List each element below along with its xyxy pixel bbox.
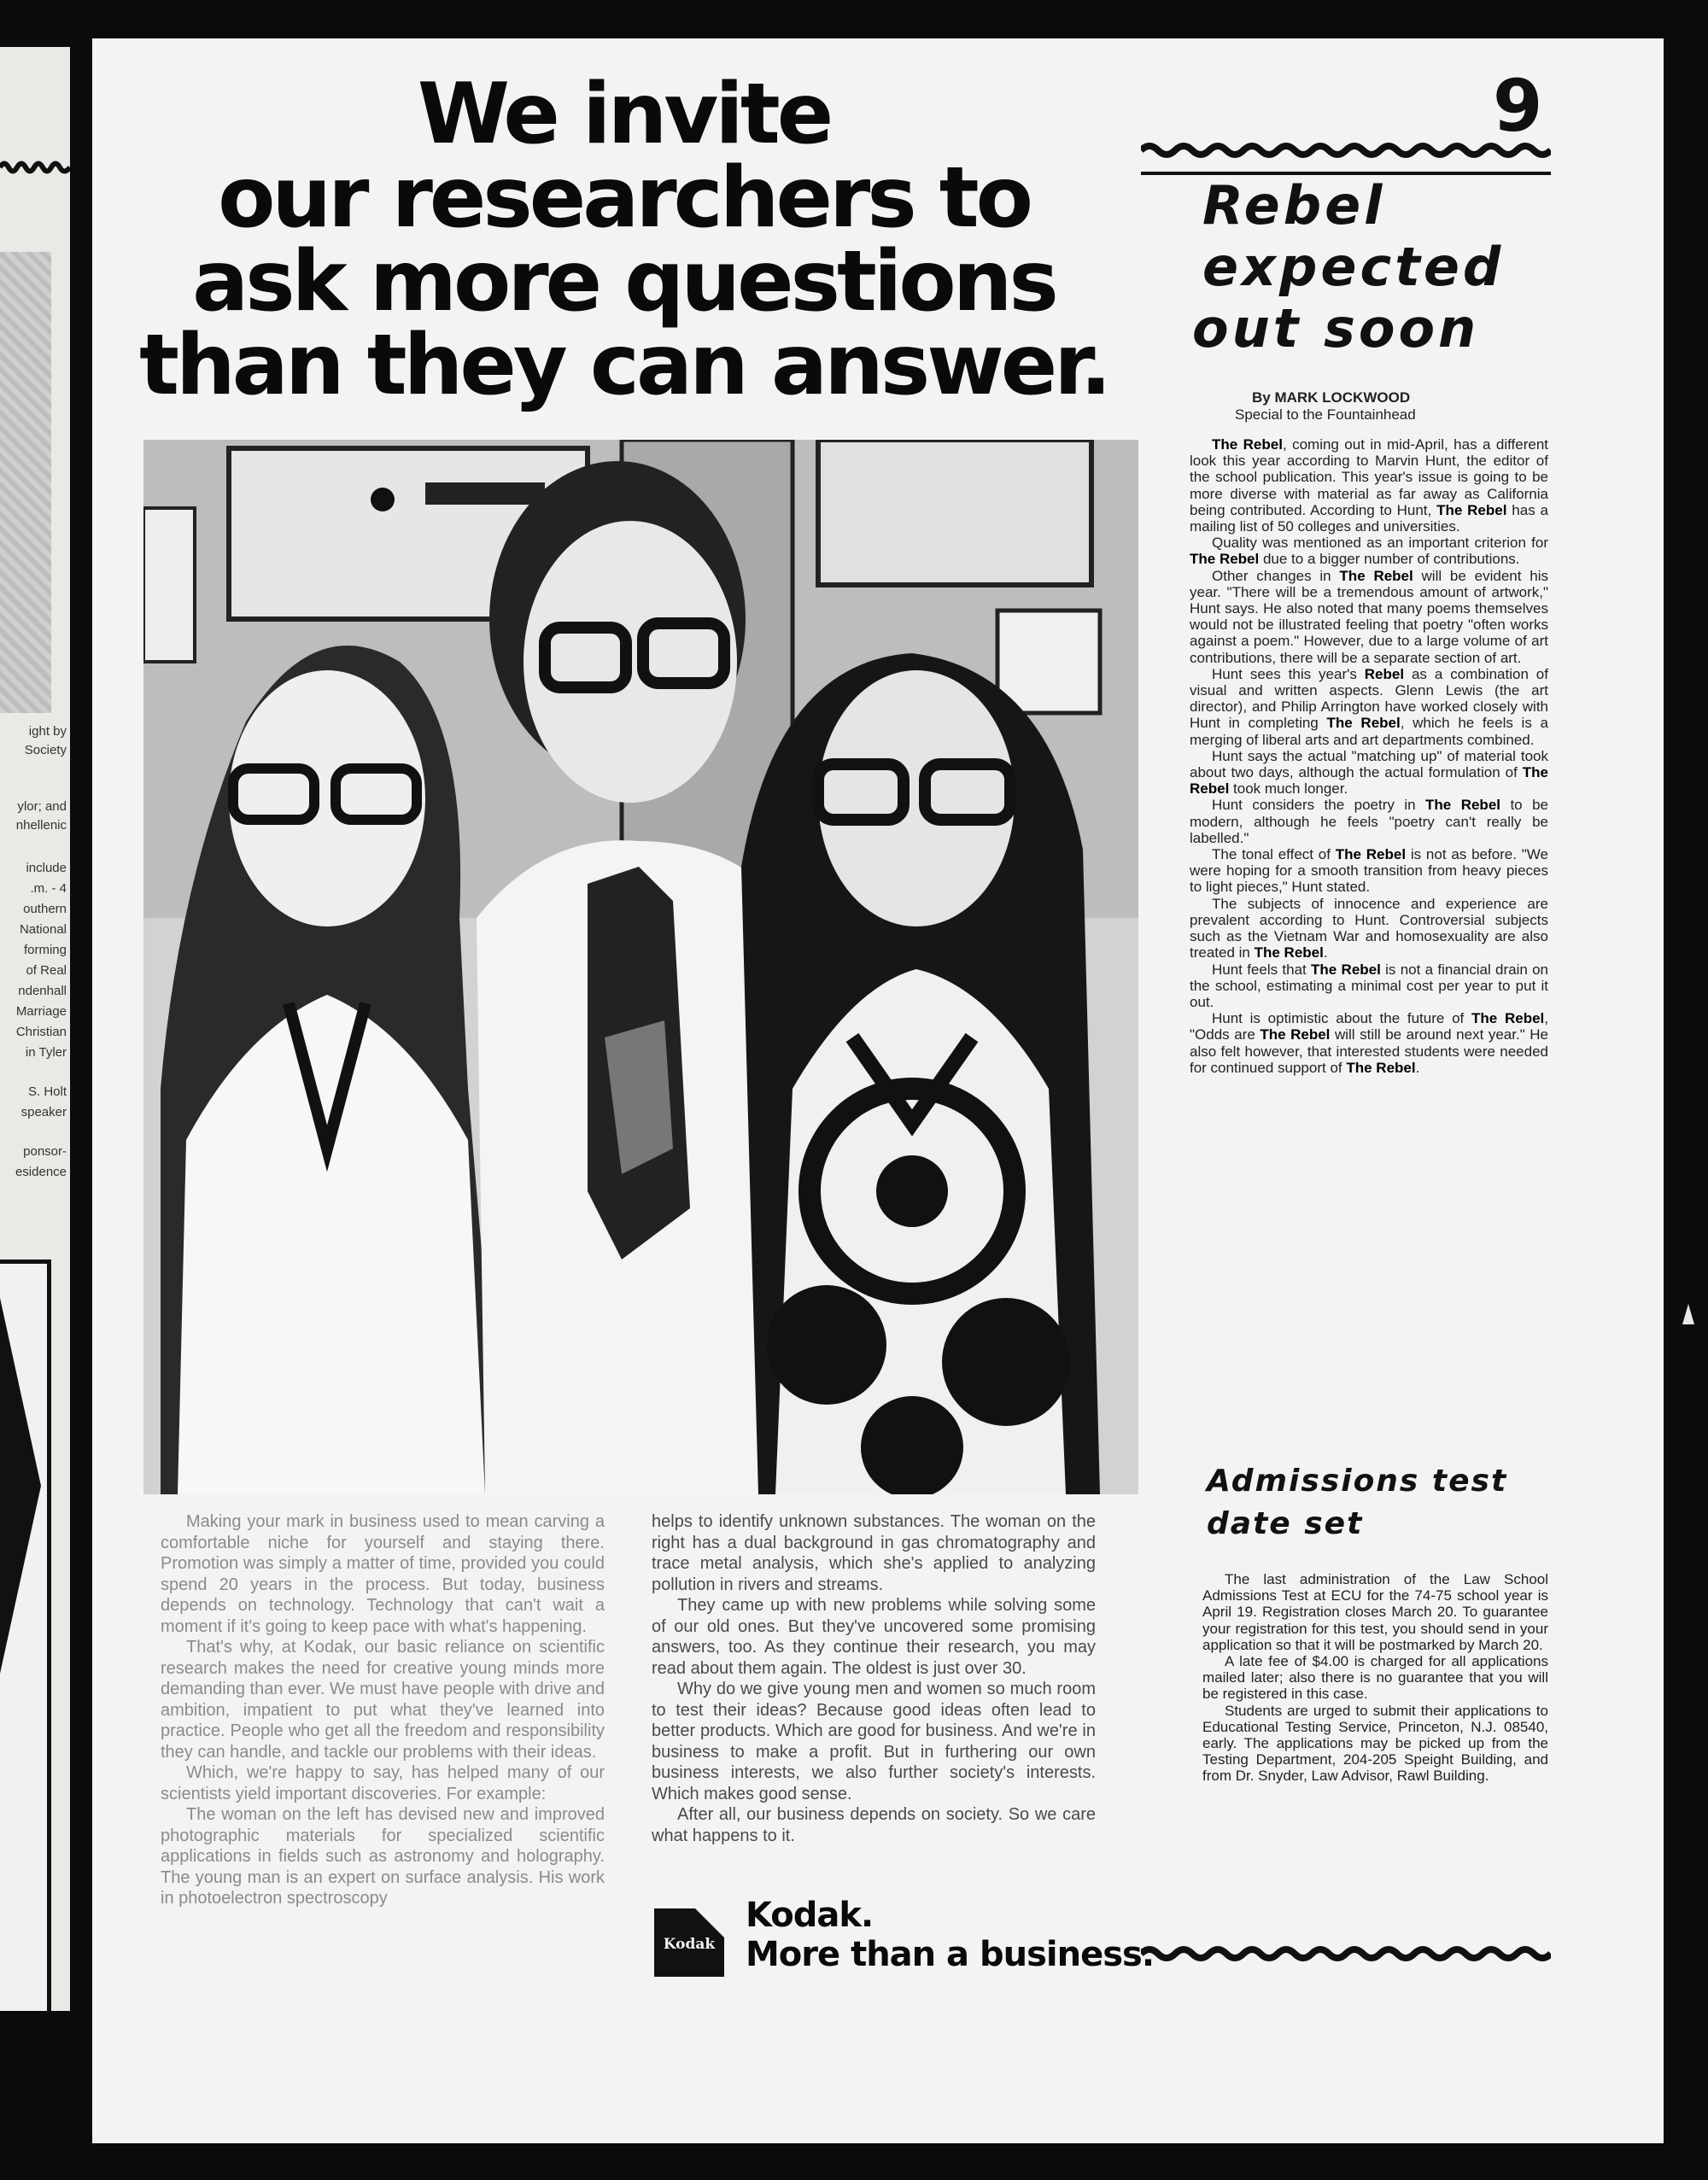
ad-headline [92,66,1155,414]
article-paragraph: The tonal effect of The Rebel is not as before. "We were hoping for a smooth transition from heavy pieces to light pieces," Hunt stated. [1190,846,1549,896]
headline-line: Admissions test [1207,1464,1508,1499]
ad-paragraph: Which, we're happy to say, has helped many of our scientists yield important discoveries. For example: [161,1763,605,1803]
left-page-text-fragment: of Real [26,963,67,978]
left-page-text-fragment: National [19,922,67,937]
left-page-text-fragment: Christian [15,1025,67,1039]
researchers-illustration [143,440,1138,1494]
kodak-tagline-line: More than a business. [746,1935,1155,1974]
headline-line: Rebel [1202,174,1386,237]
ad-body-column-1 [161,1511,605,1909]
left-page-text-fragment: Marriage [15,1004,67,1019]
left-page-text-fragment: ndenhall [18,984,67,998]
kodak-tagline [746,1896,1154,1974]
left-page-text-fragment: Society [24,743,67,757]
left-page-text-fragment: speaker [20,1105,67,1119]
page-number: 9 [1493,64,1543,148]
column-squiggle-rule-top [1141,139,1551,161]
page-edge-mark [1681,1302,1696,1326]
ad-body-column-2 [652,1511,1096,1846]
kodak-logo [654,1908,724,1977]
ad-paragraph: The woman on the left has devised new and improved photographic materials for specialized scientific applications in fields such as astronomy and holography. The young man is an expert on surface analysis. His work in photoelectron spectroscopy [161,1805,605,1908]
left-page-text-fragment: .m. - 4 [30,881,67,896]
ad-headline-line: We invite [417,66,831,163]
article-paragraph: Hunt sees this year's Rebel as a combination of visual and written aspects. Glenn Lewis (the art director), and Philip Arrington have worked closely with Hunt in completing The Rebel, which he feels is a merging of liberal arts and art departments combined. [1190,665,1548,748]
kodak-logo-text: Kodak [663,1936,716,1953]
left-page-text-fragment: nhellenic [15,818,67,833]
left-page-ad-box [0,1259,51,2011]
article-paragraph: Hunt is optimistic about the future of The Rebel, "Odds are The Rebel will still be around next year." He also felt however, that interested students were needed for continued support of The Rebel. [1190,1010,1549,1076]
ad-headline-line: our researchers to [218,149,1030,247]
headline-line: out soon [1192,297,1480,359]
kodak-tagline-line: Kodak. [746,1896,874,1935]
ad-paragraph: They came up with new problems while solving some of our old ones. But they've uncovered some promising answers, too. As they continue their research, you may read about them again. The oldest is just over 30. [652,1596,1096,1678]
rebel-article-body [1190,436,1548,1076]
article-paragraph: The subjects of innocence and experience are prevalent according to Hunt. Controversial subjects such as the Vietnam War and homosexuality are also treated in The Rebel. [1190,895,1548,961]
ad-paragraph: helps to identify unknown substances. The woman on the right has a dual background in gas chromatography and trace metal analysis, which she's applied to analyzing pollution in rivers and streams. [652,1512,1096,1594]
left-page-text-fragment: forming [23,943,67,957]
headline-line: date set [1207,1506,1364,1541]
article-paragraph: Other changes in The Rebel will be evident his year. "There will be a tremendous amount of artwork," Hunt says. He also noted that many poems themselves would not be illustrated feeling that poetry "often works against a poem." However, due to a large volume of art contributions, there will be a separate section of art. [1190,567,1548,666]
left-page-text-fragment: ight by [28,724,67,739]
left-page-text-fragment: include [26,861,67,875]
rebel-article-headline [1192,174,1505,359]
left-page-text-fragment: S. Holt [27,1084,67,1099]
ad-photo-three-researchers [143,440,1138,1494]
left-page-text-fragment: in Tyler [25,1045,67,1060]
left-page-text-fragment: outhern [23,902,67,916]
ad-headline-line: ask more questions [192,233,1056,330]
ad-paragraph: After all, our business depends on society. So we care what happens to it. [652,1805,1096,1845]
left-page-photo-fragment [0,252,51,713]
admissions-article-body [1202,1571,1548,1785]
left-page-text-fragment: ylor; and [17,799,67,814]
left-page-squiggle-top [0,158,70,177]
ad-paragraph: Making your mark in business used to mean carving a comfortable niche for yourself and staying there. Promotion was simply a matter of time, provided you could spend 20 years in the process. But today, business depends on technology. Technology that can't wait a moment if it's going to keep pace with what's happening. [161,1512,605,1636]
column-squiggle-rule-bottom [1141,1943,1551,1965]
left-page-text-fragment: ponsor- [23,1144,67,1159]
ad-paragraph: Why do we give young men and women so much room to test their ideas? Because good ideas often lead to better products. Which are good for business. And we're in business to make a profit. But in furthering our own business interests, we also further society's interests. Which makes good sense. [652,1680,1096,1803]
admissions-article-headline [1207,1460,1507,1546]
ad-paragraph: That's why, at Kodak, our basic reliance on scientific research makes the need for creative young minds more demanding than ever. We must have people with drive and ambition, impatient to put what they've learned into practice. People who get all the freedom and responsibility they can handle, and tackle our problems with their ideas. [161,1638,605,1762]
article-paragraph: The Rebel, coming out in mid-April, has a different look this year according to Marvin Hunt, the editor of the school publication. This year's issue is going to be more diverse with material as far away as California being contributed. According to Hunt, The Rebel has a mailing list of 50 colleges and universities. [1190,436,1548,535]
newspaper-page [92,38,1664,2143]
byline: By MARK LOCKWOOD [1252,389,1411,406]
article-paragraph: Students are urged to submit their applications to Educational Testing Service, Princeton, N.J. 08540, early. The applications may be picked up from the Testing Department, 204-205 Speight Building, and from Dr. Snyder, Law Advisor, Rawl Building. [1202,1702,1548,1785]
article-paragraph: Quality was mentioned as an important criterion for The Rebel due to a bigger number of contributions. [1190,535,1548,568]
headline-line: expected [1202,236,1505,298]
article-paragraph: Hunt says the actual "matching up" of material took about two days, although the actual formulation of The Rebel took much longer. [1190,747,1548,798]
left-page-text-fragment: esidence [15,1165,67,1179]
article-paragraph: Hunt feels that The Rebel is not a financial drain on the school, estimating a minimal cost per year to put it out. [1190,961,1548,1010]
left-facing-page [0,47,70,2011]
ad-headline-line: than they can answer. [139,317,1108,414]
article-paragraph: The last administration of the Law School Admissions Test at ECU for the 74-75 school year is April 19. Registration closes March 20. To guarantee your registration for this test, you should send in your application so that it will be postmarked by March 20. [1202,1571,1548,1653]
byline-sub: Special to the Fountainhead [1235,406,1416,423]
article-paragraph: A late fee of $4.00 is charged for all applications mailed later; also there is no guarantee that you will be registered in this case. [1202,1653,1548,1703]
article-paragraph: Hunt considers the poetry in The Rebel to be modern, although he feels "poetry can't really be labelled." [1190,797,1548,846]
